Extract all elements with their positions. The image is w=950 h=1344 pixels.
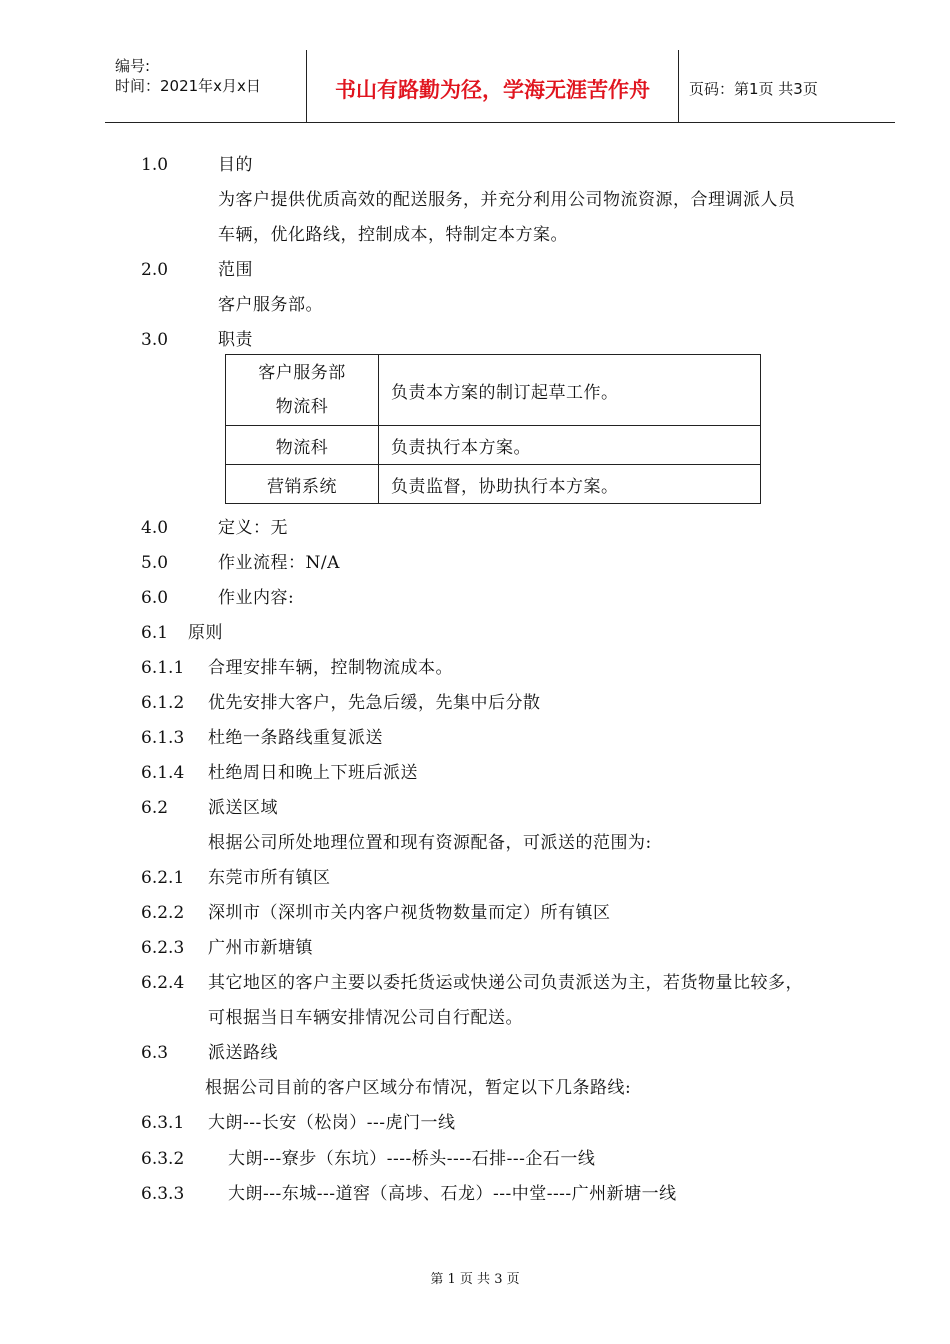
clause-number: 6.2.3 <box>141 938 185 958</box>
clause-text: 原则 <box>188 623 223 643</box>
table-row <box>226 426 761 465</box>
clause-number: 6.1.2 <box>141 693 185 713</box>
section-number: 3.0 <box>141 330 169 350</box>
header-motto: 书山有路勤为径，学海无涯苦作舟 <box>335 78 650 102</box>
clause-number: 6.3.3 <box>141 1184 185 1204</box>
clause-text: 杜绝周日和晚上下班后派送 <box>208 763 418 783</box>
section-title: 作业流程：N/A <box>218 553 340 573</box>
section-number: 6.0 <box>141 588 169 608</box>
table-cell-duty: 负责本方案的制订起草工作。 <box>379 355 761 426</box>
clause-text: 可根据当日车辆安排情况公司自行配送。 <box>208 1008 523 1028</box>
section-number: 5.0 <box>141 553 169 573</box>
route-text: 大朗---东城---道窖（高埗、石龙）---中堂----广州新塘一线 <box>228 1184 677 1204</box>
clause-number: 6.2.2 <box>141 903 185 923</box>
clause-number: 6.3.1 <box>141 1113 185 1133</box>
table-cell-dept <box>226 355 379 426</box>
paragraph: 为客户提供优质高效的配送服务，并充分利用公司物流资源，合理调派人员 <box>218 190 796 210</box>
paragraph: 根据公司目前的客户区域分布情况，暂定以下几条路线: <box>205 1078 632 1098</box>
code-label: 编号: <box>115 57 151 75</box>
section-title: 定义：无 <box>218 518 288 538</box>
clause-text: 杜绝一条路线重复派送 <box>208 728 383 748</box>
clause-text: 其它地区的客户主要以委托货运或快递公司负责派送为主，若货物量比较多， <box>208 973 803 993</box>
table-cell-dept: 物流科 <box>226 426 379 465</box>
clause-text: 合理安排车辆，控制物流成本。 <box>208 658 453 678</box>
route-text: 大朗---长安（松岗）---虎门一线 <box>208 1113 456 1133</box>
table-row <box>226 465 761 504</box>
clause-text: 派送路线 <box>208 1043 278 1063</box>
clause-text: 深圳市（深圳市关内客户视货物数量而定）所有镇区 <box>208 903 611 923</box>
section-number: 2.0 <box>141 260 169 280</box>
clause-text: 派送区域 <box>208 798 278 818</box>
section-title: 目的 <box>218 155 253 175</box>
page-footer <box>0 1268 950 1287</box>
section-title: 作业内容: <box>218 588 295 608</box>
clause-number: 6.2 <box>141 798 169 818</box>
paragraph: 车辆，优化路线，控制成本，特制定本方案。 <box>218 225 568 245</box>
section-title: 范围 <box>218 260 253 280</box>
clause-number: 6.3 <box>141 1043 169 1063</box>
clause-number: 6.1 <box>141 623 169 643</box>
footer-page-number: 第 1 页 共 3 页 <box>430 1272 520 1287</box>
section-number: 4.0 <box>141 518 169 538</box>
table-cell-dept: 营销系统 <box>226 465 379 504</box>
clause-number: 6.1.1 <box>141 658 185 678</box>
clause-number: 6.1.4 <box>141 763 185 783</box>
clause-number: 6.3.2 <box>141 1149 185 1169</box>
paragraph: 根据公司所处地理位置和现有资源配备，可派送的范围为: <box>208 833 652 853</box>
clause-number: 6.1.3 <box>141 728 185 748</box>
clause-text: 优先安排大客户，先急后缓，先集中后分散 <box>208 693 541 713</box>
dept-name: 物流科 <box>275 397 329 417</box>
route-text: 大朗---寮步（东坑）----桥头----石排---企石一线 <box>228 1149 596 1169</box>
page-header <box>105 50 895 123</box>
clause-number: 6.2.1 <box>141 868 185 888</box>
paragraph: 客户服务部。 <box>218 295 323 315</box>
clause-text: 东莞市所有镇区 <box>208 868 331 888</box>
clause-number: 6.2.4 <box>141 973 185 993</box>
responsibility-table <box>225 354 761 504</box>
page-number-label: 页码：第1页 共3页 <box>689 80 818 98</box>
section-number: 1.0 <box>141 155 169 175</box>
time-label: 时间：2021年x月x日 <box>115 77 261 95</box>
clause-text: 广州市新塘镇 <box>208 938 313 958</box>
dept-name: 客户服务部 <box>258 363 346 383</box>
table-cell-duty: 负责执行本方案。 <box>379 426 761 465</box>
header-meta <box>115 56 261 96</box>
table-cell-duty: 负责监督，协助执行本方案。 <box>379 465 761 504</box>
table-row <box>226 355 761 426</box>
section-title: 职责 <box>218 330 253 350</box>
header-divider <box>678 50 679 122</box>
